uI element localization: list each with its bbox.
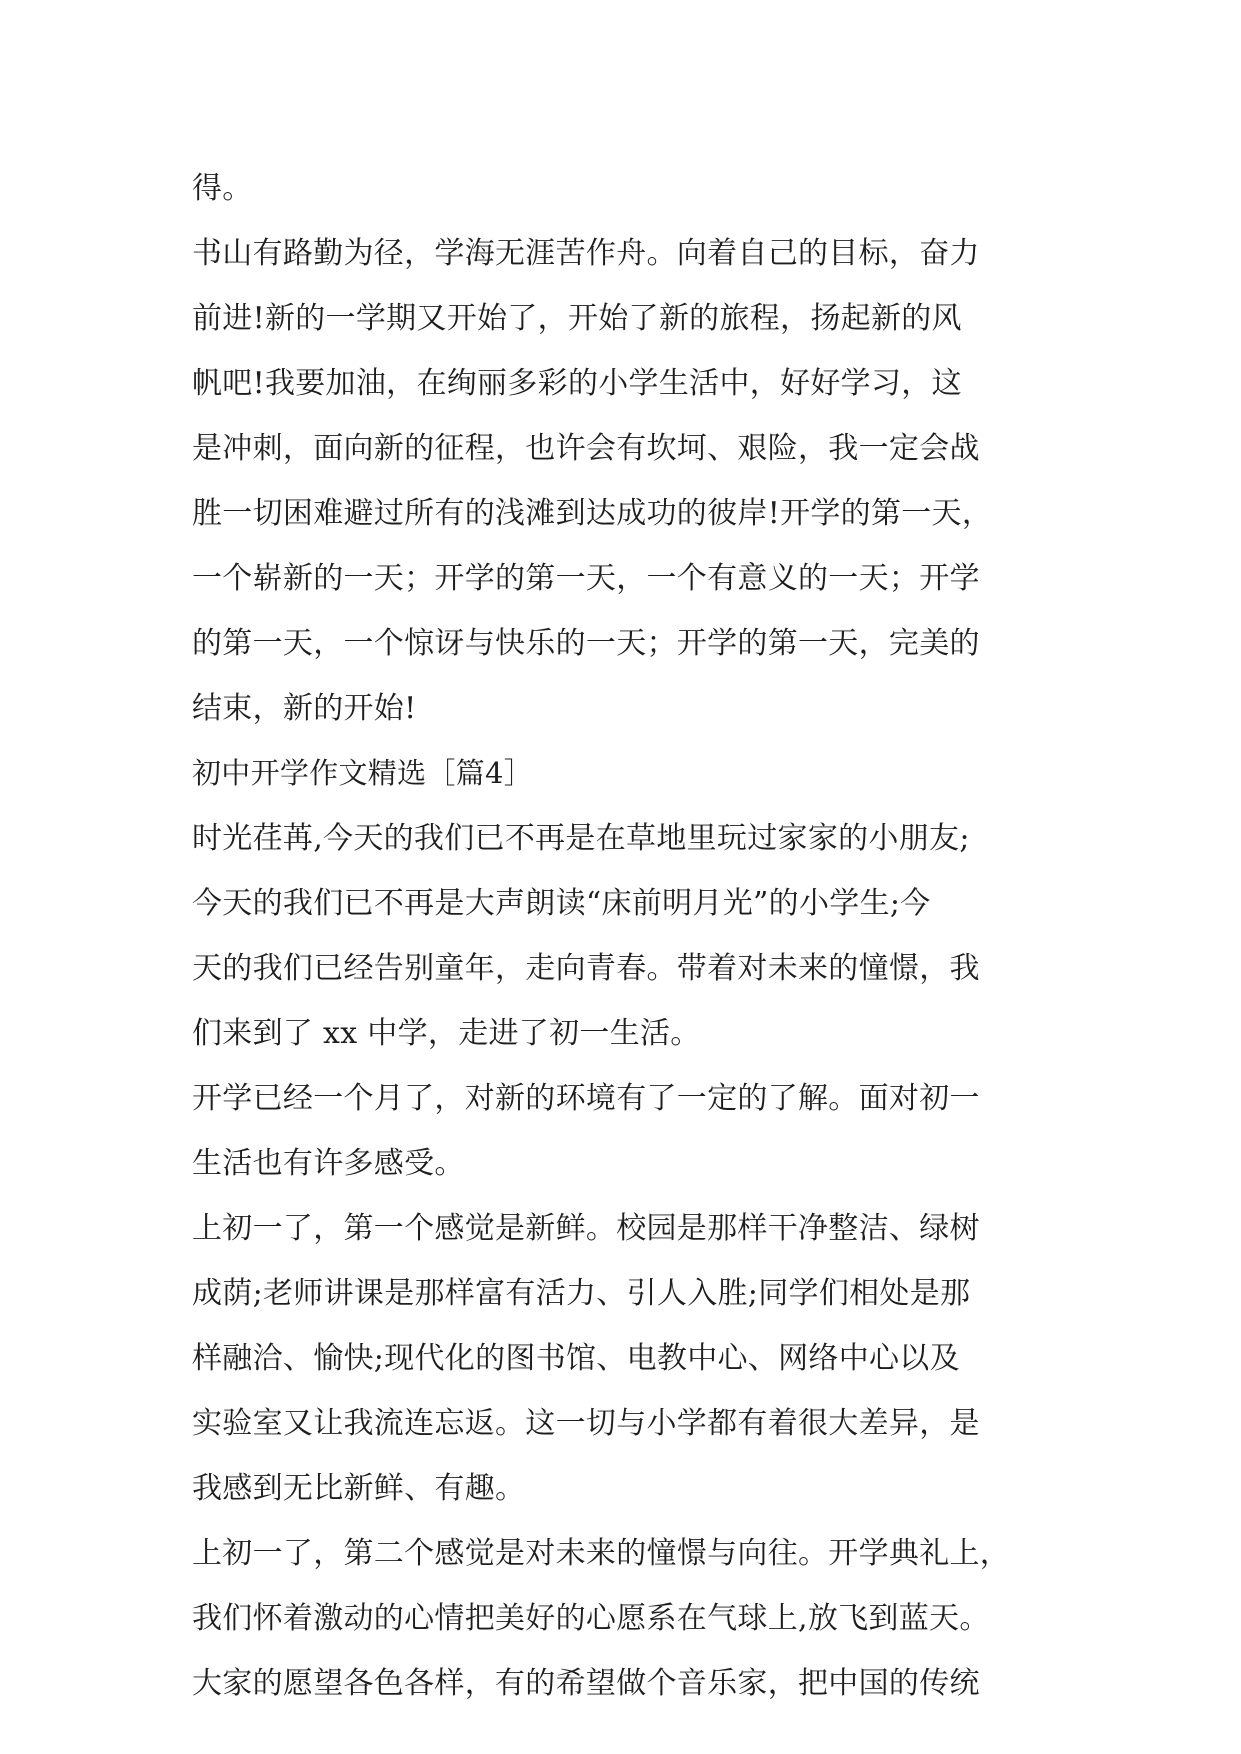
- text-line: 成荫;老师讲课是那样富有活力、引人入胜;同学们相处是那: [192, 1276, 971, 1311]
- text-line: 们来到了 xx 中学，走进了初一生活。: [192, 1016, 701, 1051]
- text-line: 大家的愿望各色各样，有的希望做个音乐家，把中国的传统: [192, 1666, 980, 1701]
- text-line: 时光荏苒,今天的我们已不再是在草地里玩过家家的小朋友;: [192, 821, 970, 856]
- text-line: 开学已经一个月了，对新的环境有了一定的了解。面对初一: [192, 1081, 980, 1116]
- text-line: 上初一了，第二个感觉是对未来的憧憬与向往。开学典礼上，: [192, 1536, 1011, 1571]
- text-line: 得。: [192, 171, 253, 206]
- text-line: 我们怀着激动的心情把美好的心愿系在气球上,放飞到蓝天。: [192, 1601, 990, 1636]
- document-body: [192, 156, 1072, 1716]
- text-line: 我感到无比新鲜、有趣。: [192, 1471, 526, 1506]
- text-line: 帆吧!我要加油，在绚丽多彩的小学生活中，好好学习，这: [192, 366, 962, 401]
- text-line: 实验室又让我流连忘返。这一切与小学都有着很大差异，是: [192, 1406, 980, 1441]
- text-line: 的第一天，一个惊讶与快乐的一天；开学的第一天，完美的: [192, 626, 980, 661]
- text-line: 书山有路勤为径，学海无涯苦作舟。向着自己的目标，奋力: [192, 236, 980, 271]
- section-heading: 初中开学作文精选［篇4］: [192, 756, 534, 790]
- text-line: 生活也有许多感受。: [192, 1146, 465, 1181]
- text-line: 结束，新的开始!: [192, 691, 417, 726]
- text-line: 上初一了，第一个感觉是新鲜。校园是那样干净整洁、绿树: [192, 1211, 980, 1246]
- text-line: 一个崭新的一天；开学的第一天，一个有意义的一天；开学: [192, 561, 980, 596]
- text-line: 是冲刺，面向新的征程，也许会有坎坷、艰险，我一定会战: [192, 431, 980, 466]
- text-line: 今天的我们已不再是大声朗读“床前明月光”的小学生;今: [192, 886, 931, 921]
- text-line: 天的我们已经告别童年，走向青春。带着对未来的憧憬，我: [192, 951, 980, 986]
- text-line: 前进!新的一学期又开始了，开始了新的旅程，扬起新的风: [192, 301, 962, 336]
- text-line: 样融洽、愉快;现代化的图书馆、电教中心、网络中心以及: [192, 1341, 960, 1376]
- text-line: 胜一切困难避过所有的浅滩到达成功的彼岸!开学的第一天，: [192, 496, 993, 531]
